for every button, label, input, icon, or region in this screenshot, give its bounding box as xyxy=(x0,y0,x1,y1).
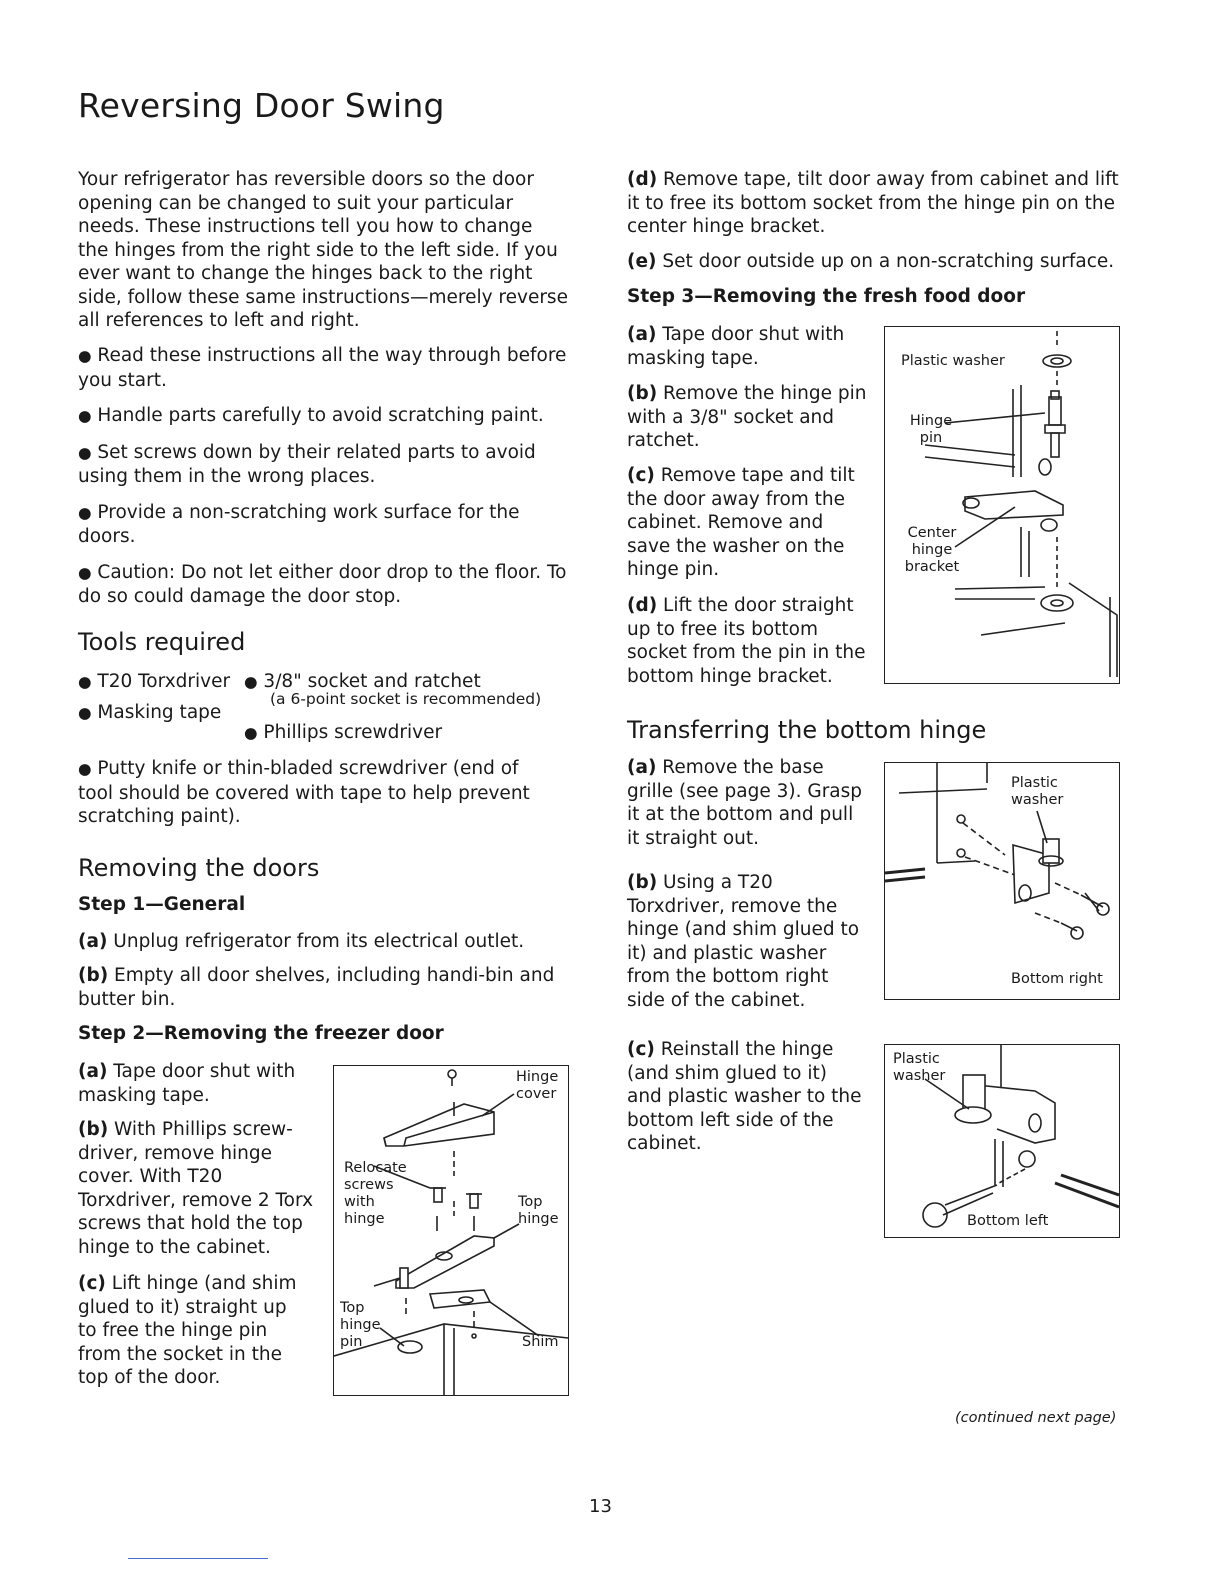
step2-e: (e) Set door outside up on a non-scratching surface. xyxy=(627,251,1115,272)
plastic-washer-label-bl: Plastic washer xyxy=(893,1051,946,1084)
bottom-right-caption: Bottom right xyxy=(1011,971,1103,987)
bottom-right-drawing xyxy=(885,763,1119,999)
bullet-item: ● Provide a non-scratching work surface for the doors. xyxy=(78,501,520,547)
center-hinge-bracket-label: Center hinge bracket xyxy=(904,525,960,575)
step3-d: (d) Lift the door straight up to free its bottom socket from the pin in the bottom hinge bracket. xyxy=(627,595,866,687)
step3-a: (a) Tape door shut with masking tape. xyxy=(627,324,845,369)
transfer-a: (a) Remove the base grille (see page 3). Grasp it at the bottom and pull it straight out. xyxy=(627,757,863,849)
shim-label: Shim xyxy=(522,1334,559,1350)
fresh-food-hinge-figure xyxy=(884,326,1120,684)
tool-item: ● Phillips screwdriver xyxy=(244,722,443,743)
transfer-b: (b) Using a T20 Torxdriver, remove the hinge (and shim glued to it) and plastic washer from the bottom right side of the cabinet. xyxy=(627,872,860,1011)
transfer-c: (c) Reinstall the hinge (and shim glued to it) and plastic washer to the bottom left side of the cabinet. xyxy=(627,1039,862,1154)
relocate-label: Relocate screws with hinge xyxy=(344,1160,407,1227)
tool-item: ● 3/8" socket and ratchet xyxy=(244,671,481,692)
step2-c: (c) Lift hinge (and shim glued to it) straight up to free the hinge pin from the socket in the top of the door. xyxy=(78,1273,297,1388)
freezer-hinge-figure xyxy=(333,1065,569,1396)
step3-title: Step 3—Removing the fresh food door xyxy=(627,286,1026,307)
removing-heading: Removing the doors xyxy=(78,854,320,882)
page-number: 13 xyxy=(589,1496,612,1517)
bottom-left-figure xyxy=(884,1044,1120,1238)
step2-b: (b) With Phillips screw-driver, remove hinge cover. With T20 Torxdriver, remove 2 Torx screws that hold the top hinge to the cabinet. xyxy=(78,1119,314,1258)
continued-note: (continued next page) xyxy=(955,1410,1117,1426)
tool-item: ● T20 Torxdriver xyxy=(78,671,231,692)
bullet-item: ● Handle parts carefully to avoid scratching paint. xyxy=(78,405,544,426)
bullet-item: ● Caution: Do not let either door drop to the floor. To do so could damage the door stop. xyxy=(78,561,567,607)
bullet-list xyxy=(78,344,568,609)
bottom-left-caption: Bottom left xyxy=(967,1213,1049,1229)
step2-title: Step 2—Removing the freezer door xyxy=(78,1023,444,1044)
fresh-food-hinge-drawing xyxy=(885,327,1119,683)
plastic-washer-label-br: Plastic washer xyxy=(1011,775,1064,808)
divider xyxy=(128,1558,268,1559)
tool-item: ● Putty knife or thin-bladed screwdriver (end of tool should be covered with tape to help prevent scratching paint). xyxy=(78,758,530,827)
transfer-heading: Transferring the bottom hinge xyxy=(627,716,987,744)
bullet-item: ● Set screws down by their related parts to avoid using them in the wrong places. xyxy=(78,441,536,487)
step1-b: (b) Empty all door shelves, including handi-bin and butter bin. xyxy=(78,965,555,1010)
page-title: Reversing Door Swing xyxy=(78,86,445,125)
step1-title: Step 1—General xyxy=(78,894,246,915)
top-hinge-pin-label: Top hinge pin xyxy=(340,1300,381,1350)
tool-note: (a 6-point socket is recommended) xyxy=(270,690,542,708)
top-hinge-label: Top hinge xyxy=(518,1194,559,1227)
step1-a: (a) Unplug refrigerator from its electrical outlet. xyxy=(78,931,525,952)
step2-d: (d) Remove tape, tilt door away from cabinet and lift it to free its bottom socket from the hinge pin on the center hinge bracket. xyxy=(627,169,1119,237)
tool-item: ● Masking tape xyxy=(78,702,222,723)
hinge-cover-label: Hinge cover xyxy=(516,1069,559,1102)
hinge-pin-label: Hinge pin xyxy=(909,413,953,446)
plastic-washer-label: Plastic washer xyxy=(901,353,1005,369)
tools-heading: Tools required xyxy=(78,628,246,656)
bullet-item: ● Read these instructions all the way through before you start. xyxy=(78,345,567,391)
step2-a: (a) Tape door shut with masking tape. xyxy=(78,1061,296,1106)
bottom-right-figure xyxy=(884,762,1120,1000)
step3-c: (c) Remove tape and tilt the door away from the cabinet. Remove and save the washer on the hinge pin. xyxy=(627,465,855,580)
intro-paragraph: Your refrigerator has reversible doors so the door opening can be changed to suit your particular needs. These instructions tell you how to change the hinges from the right side to the left side. If you ever want to change the hinges back to the right side, follow these same instructions—merely reverse all references to left and right. xyxy=(78,169,568,331)
step3-b: (b) Remove the hinge pin with a 3/8" socket and ratchet. xyxy=(627,383,867,451)
